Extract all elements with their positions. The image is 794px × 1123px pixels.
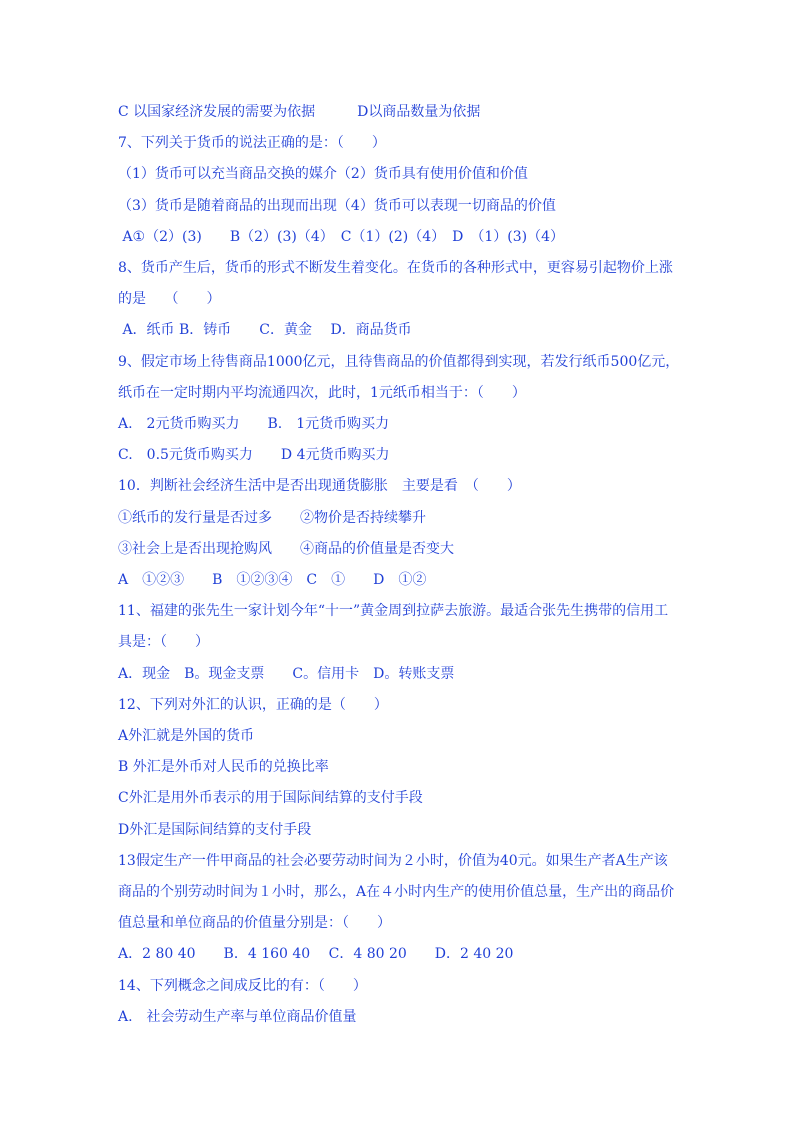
question-14-option-a: A. 社会劳动生产率与单位商品价值量 <box>118 1009 357 1025</box>
question-12-stem: 12、下列对外汇的认识，正确的是（ ） <box>118 697 388 713</box>
question-9-options-ab: A. 2元货币购买力 B. 1元货币购买力 <box>118 416 390 432</box>
question-13-stem: 13假定生产一件甲商品的社会必要劳动时间为２小时，价值为40元。如果生产者A生产该 <box>118 853 668 869</box>
question-8-stem: 8、货币产生后，货币的形式不断发生着变化。在货币的各种形式中，更容易引起物价上涨 <box>118 260 673 276</box>
question-11-stem: 11、福建的张先生一家计划今年“十一”黄金周到拉萨去旅游。最适合张先生携带的信用工 <box>118 603 669 619</box>
question-12-option-d: D外汇是国际间结算的支付手段 <box>118 822 312 838</box>
question-13-stem-cont: 商品的个别劳动时间为１小时，那么，A在４小时内生产的使用价值总量，生产出的商品价 <box>118 884 675 900</box>
question-13-options: A．2 80 40 B．4 160 40 C．4 80 20 D．2 40 20 <box>118 946 514 962</box>
question-13-stem-cont-2: 值总量和单位商品的价值量分别是：（ ） <box>118 915 391 931</box>
question-10-statements-3-4: ③社会上是否出现抢购风 ④商品的价值量是否变大 <box>118 541 454 557</box>
option-line-6cd: C 以国家经济发展的需要为依据 D以商品数量为依据 <box>118 104 481 120</box>
question-8-stem-cont: 的是 （ ） <box>118 291 221 307</box>
question-9-stem-cont: 纸币在一定时期内平均流通四次，此时，1元纸币相当于：（ ） <box>118 385 526 401</box>
question-10-options: A ①②③ B ①②③④ C ① D ①② <box>118 572 427 588</box>
question-7-statements-1-2: （1）货币可以充当商品交换的媒介（2）货币具有使用价值和价值 <box>118 166 528 182</box>
question-11-stem-cont: 具是：（ ） <box>118 634 209 650</box>
question-7-statements-3-4: （3）货币是随着商品的出现而出现（4）货币可以表现一切商品的价值 <box>118 198 556 214</box>
question-12-option-b: B 外汇是外币对人民币的兑换比率 <box>118 759 329 775</box>
question-11-options: A．现金 B。现金支票 C。信用卡 D。转账支票 <box>118 666 455 682</box>
question-10-stem: 10．判断社会经济生活中是否出现通货膨胀 主要是看 （ ） <box>118 478 521 494</box>
question-9-options-cd: C. 0.5元货币购买力 D 4元货币购买力 <box>118 447 390 463</box>
question-12-option-c: C外汇是用外币表示的用于国际间结算的支付手段 <box>118 790 423 806</box>
question-8-options: A．纸币 B．铸币 C．黄金 D．商品货币 <box>118 322 412 338</box>
question-9-stem: 9、假定市场上待售商品1000亿元，且待售商品的价值都得到实现，若发行纸币500亿元， <box>118 354 680 370</box>
question-7-stem: 7、下列关于货币的说法正确的是：（ ） <box>118 135 386 151</box>
question-14-stem: 14、下列概念之间成反比的有：（ ） <box>118 978 367 994</box>
question-12-option-a: A外汇就是外国的货币 <box>118 728 255 744</box>
question-7-options: A①（2）(3) B（2）(3)（4） C（1）(2)（4） D （1）(3)（4） <box>118 229 565 245</box>
question-10-statements-1-2: ①纸币的发行量是否过多 ②物价是否持续攀升 <box>118 510 426 526</box>
